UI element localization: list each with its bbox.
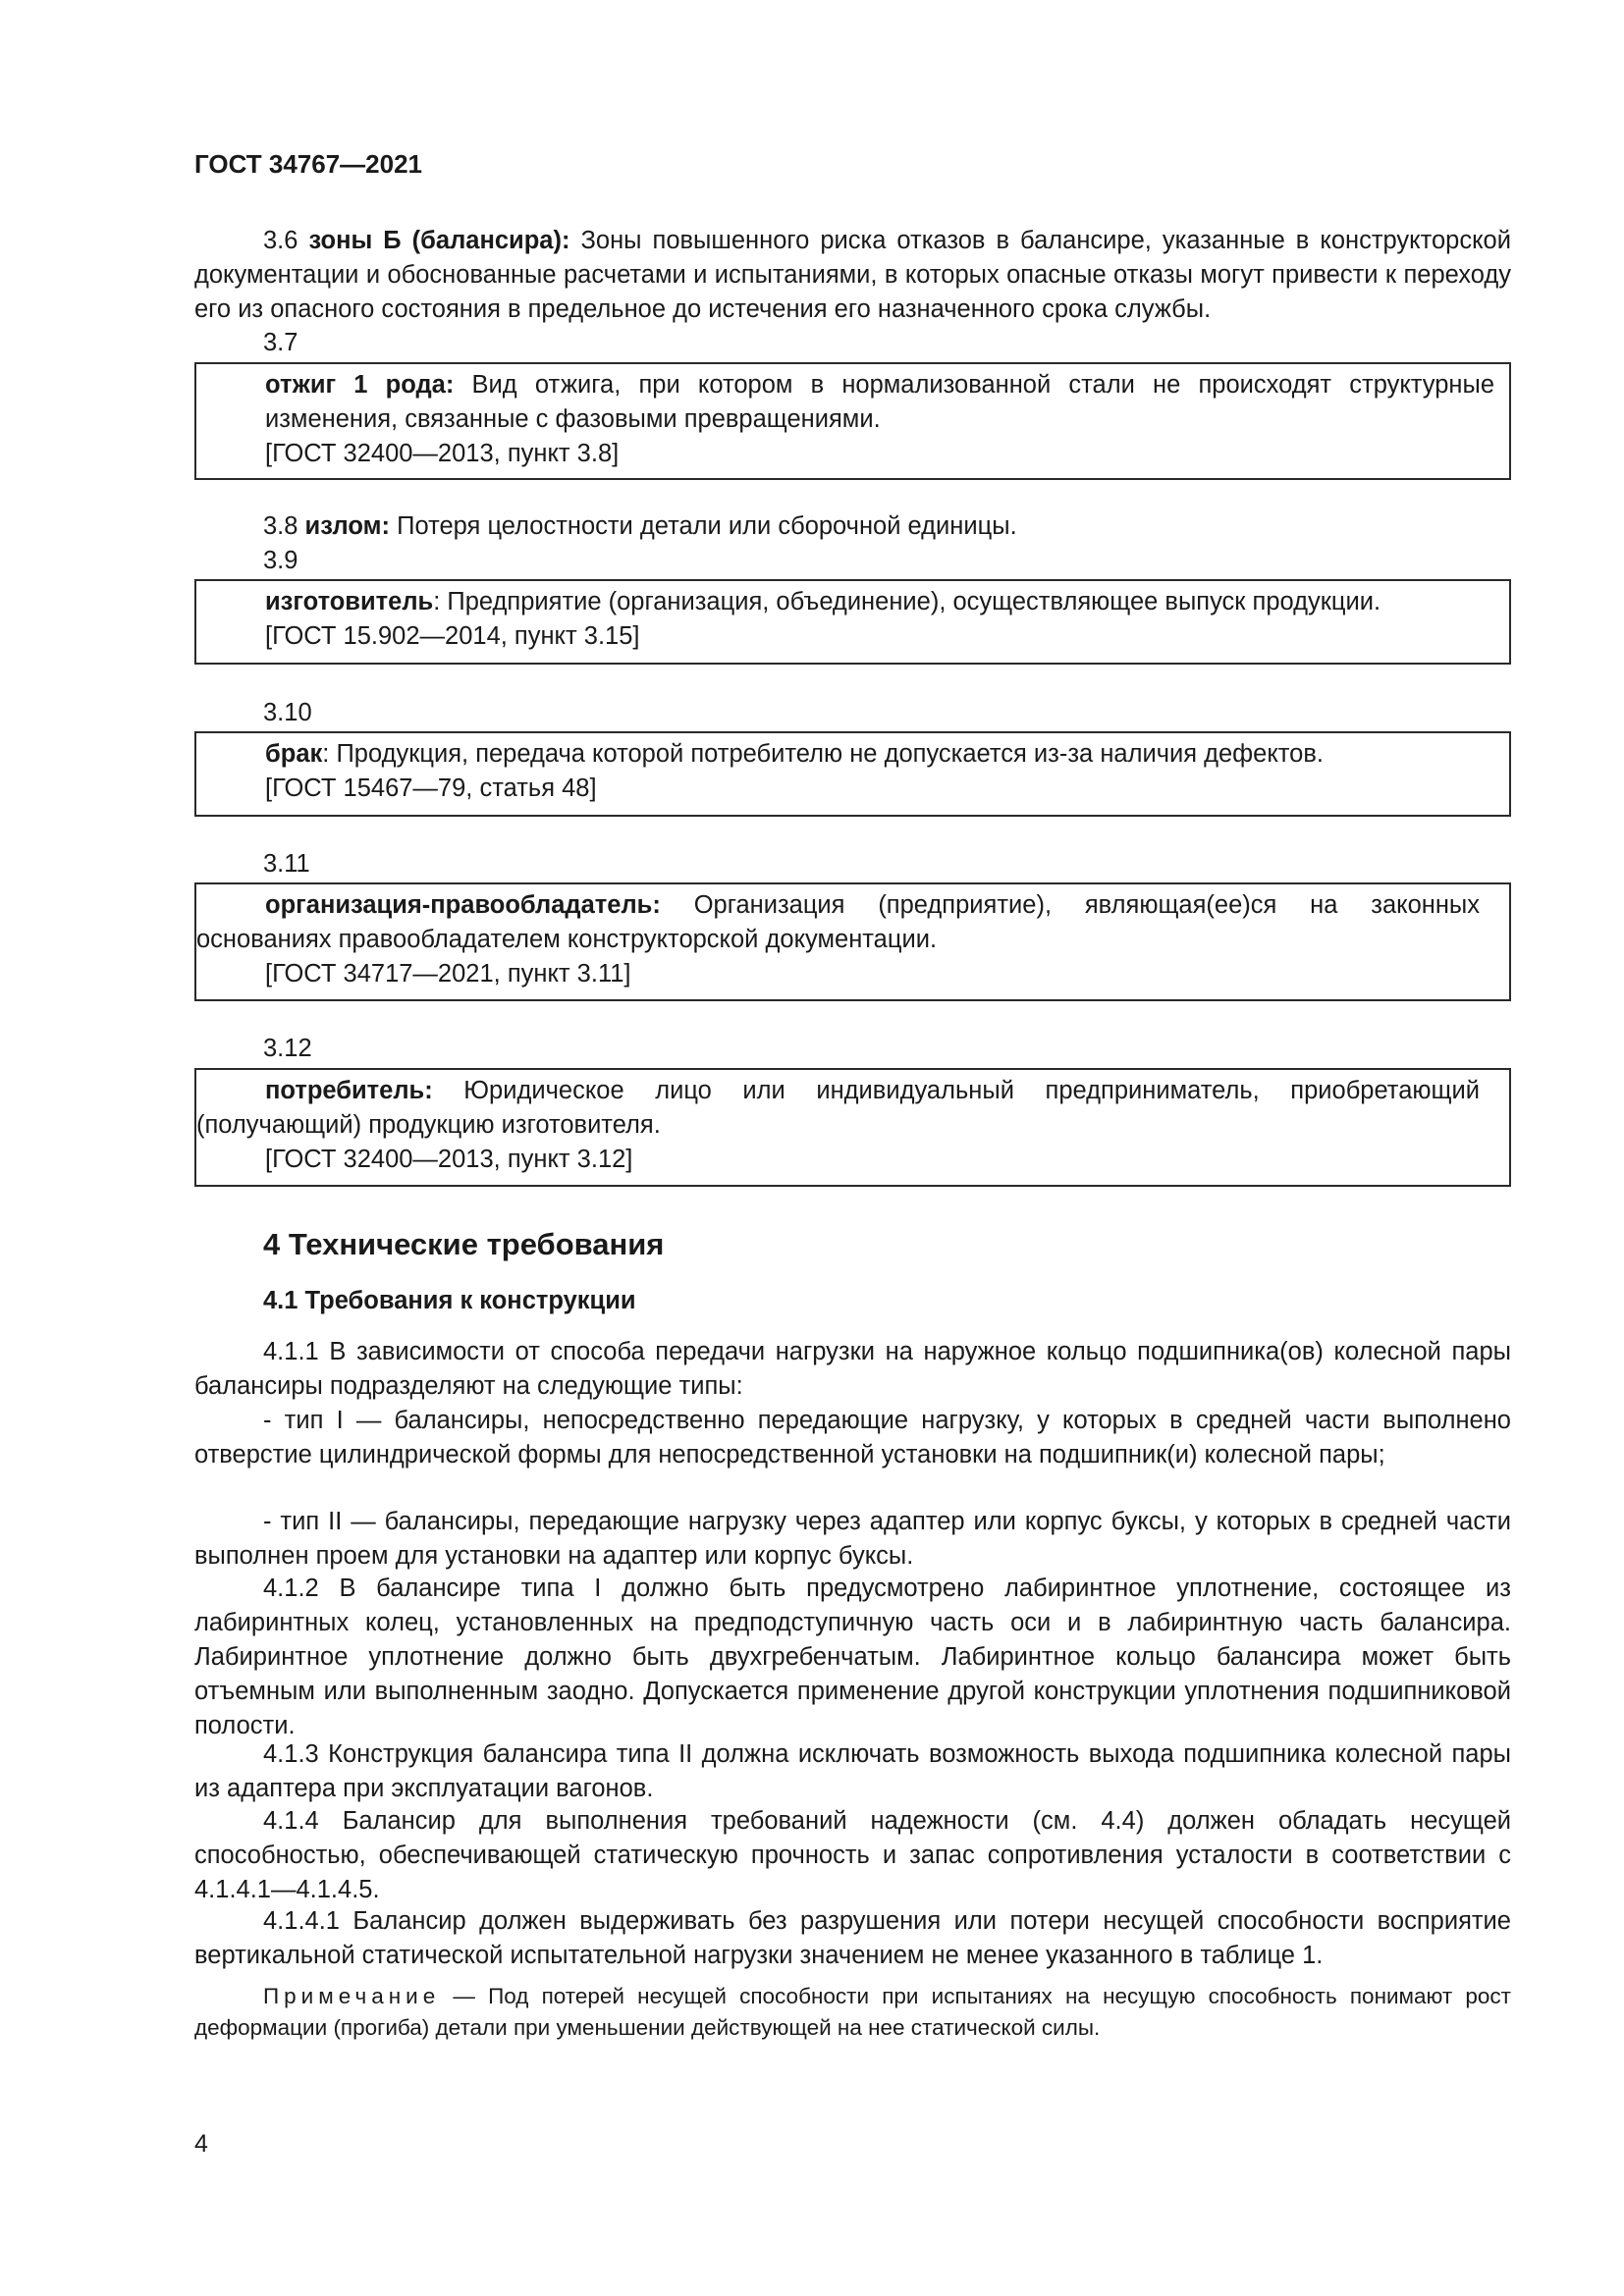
term-definition-text	[196, 737, 1509, 772]
term-3-10-box	[194, 731, 1511, 817]
term-reference: [ГОСТ 34717—2021, пункт 3.11]	[265, 960, 631, 988]
term-name: организация-правообладатель:	[265, 891, 661, 919]
term-number: 3.6	[263, 227, 298, 254]
term-reference: [ГОСТ 15467—79, статья 48]	[265, 774, 597, 802]
term-3-8-paragraph	[263, 509, 1511, 544]
list-item-type-1: - тип I — балансиры, непосредственно передающие нагрузку, у которых в средней части выполнено отверстие цилиндрической формы для непосредственной установки на подшипник(и) колесной пары;	[194, 1407, 1511, 1468]
term-definition-text	[196, 1074, 1509, 1143]
list-item-type-2: - тип II — балансиры, передающие нагрузку через адаптер или корпус буксы, у которых в средней части выполнен проем для установки на адаптер или корпус буксы.	[194, 1508, 1511, 1570]
term-3-11-box	[194, 882, 1511, 1001]
term-3-6-paragraph	[194, 224, 1511, 327]
term-name: потребитель:	[265, 1077, 433, 1104]
paragraph-4-1-2: 4.1.2 В балансире типа I должно быть предусмотрено лабиринтное уплотнение, состоящее из лабиринтных колец, установленных на предподступичную часть оси и в лабиринтную часть балансира. Лабиринтное уплотнение должно быть двухгребенчатым. Лабиринтное кольцо балансира может быть отъемным или выполненным заодно. Допускается применение другой конструкции уплотнения подшипниковой полости.	[194, 1575, 1511, 1739]
subsection-heading: 4.1 Требования к конструкции	[263, 1287, 636, 1314]
document-code-header: ГОСТ 34767—2021	[194, 149, 422, 179]
paragraph-4-1-1: 4.1.1 В зависимости от способа передачи нагрузки на наружное кольцо подшипника(ов) колесной пары балансиры подразделяют на следующие типы:	[194, 1338, 1511, 1400]
term-definition: Потеря целостности детали или сборочной единицы.	[397, 512, 1017, 540]
term-3-7-box	[194, 362, 1511, 480]
term-number: 3.8	[263, 512, 298, 540]
term-reference: [ГОСТ 32400—2013, пункт 3.12]	[265, 1146, 633, 1173]
term-reference: [ГОСТ 32400—2013, пункт 3.8]	[265, 440, 620, 467]
note-text: — Под потерей несущей способности при испытаниях на несущую способность понимают рост деформации (прогиба) детали при уменьшении действующей на нее статической силы.	[194, 1984, 1511, 2040]
note-label: Примечание	[263, 1984, 441, 2008]
term-name: зоны Б (балансира):	[308, 227, 570, 254]
term-number: 3.10	[263, 699, 312, 726]
page-number: 4	[194, 2130, 208, 2158]
note-paragraph	[194, 1981, 1511, 2044]
term-number: 3.12	[263, 1035, 312, 1062]
term-name: брак	[265, 740, 323, 768]
term-definition: Юридическое лицо или индивидуальный предприниматель, приобретающий (получающий) продукцию изготовителя.	[196, 1077, 1480, 1139]
term-definition-text	[196, 368, 1509, 437]
paragraph-4-1-4-1: 4.1.4.1 Балансир должен выдерживать без разрушения или потери несущей способности восприятие вертикальной статической испытательной нагрузки значением не менее указанного в таблице 1.	[194, 1907, 1511, 1969]
paragraph-4-1-3: 4.1.3 Конструкция балансира типа II должна исключать возможность выхода подшипника колесной пары из адаптера при эксплуатации вагонов.	[194, 1740, 1511, 1802]
term-definition: Организация (предприятие), являющая(ее)ся на законных основаниях правообладателем конструкторской документации.	[196, 891, 1480, 953]
term-3-12-box	[194, 1068, 1511, 1187]
section-heading: 4 Технические требования	[263, 1227, 665, 1261]
term-name: излом:	[304, 512, 391, 540]
term-3-9-box	[194, 579, 1511, 665]
paragraph-4-1-4: 4.1.4 Балансир для выполнения требований надежности (см. 4.4) должен обладать несущей способностью, обеспечивающей статическую прочность и запас сопротивления усталости в соответствии с 4.1.4.1—4.1.4.5.	[194, 1807, 1511, 1903]
term-name: изготовитель	[265, 588, 434, 615]
term-number: 3.7	[263, 329, 298, 356]
term-definition-text	[196, 585, 1509, 619]
term-definition: Зоны повышенного риска отказов в балансире, указанные в конструкторской документации и обоснованные расчетами и испытаниями, в которых опасные отказы могут привести к переходу его из опасного состояния в предельное до истечения его назначенного срока службы.	[194, 227, 1511, 323]
term-definition-text	[196, 888, 1509, 957]
term-number: 3.9	[263, 547, 298, 574]
term-definition: Вид отжига, при котором в нормализованной стали не происходят структурные изменения, связанные с фазовыми превращениями.	[265, 371, 1494, 433]
term-number: 3.11	[263, 850, 310, 878]
term-name: отжиг 1 рода:	[265, 371, 455, 399]
term-definition: : Продукция, передача которой потребителю не допускается из-за наличия дефектов.	[322, 740, 1324, 768]
term-definition: : Предприятие (организация, объединение), осуществляющее выпуск продукции.	[433, 588, 1381, 615]
term-reference: [ГОСТ 15.902—2014, пункт 3.15]	[265, 622, 640, 650]
